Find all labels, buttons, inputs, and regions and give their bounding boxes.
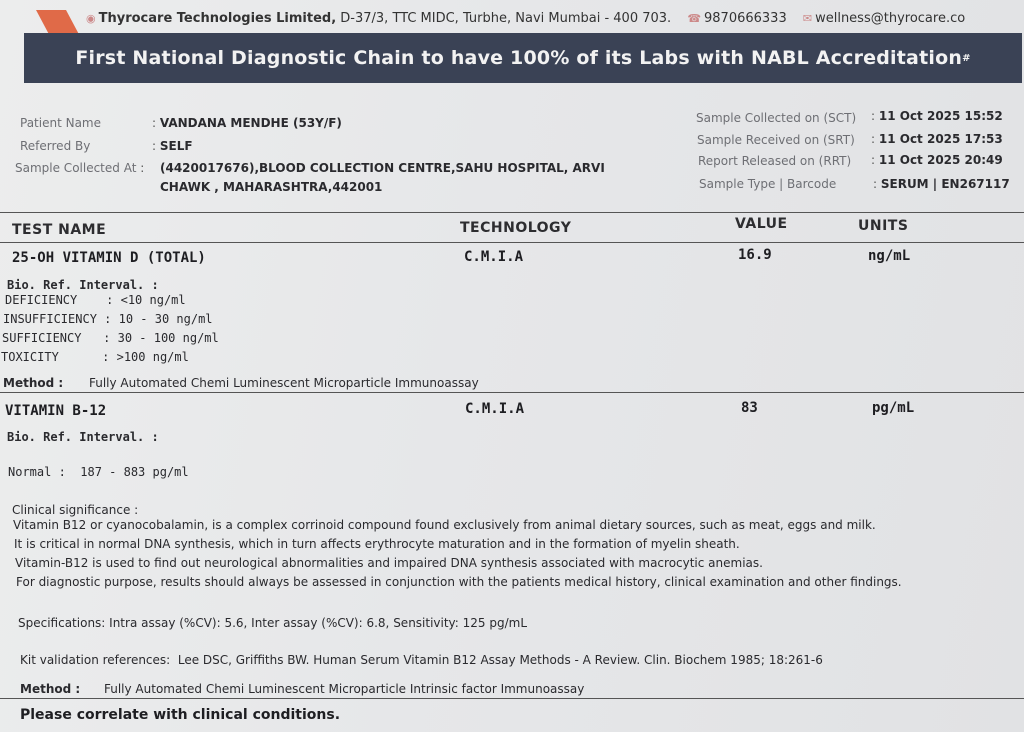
- header-bottom-rule: [0, 242, 1024, 243]
- test-technology: C.M.I.A: [465, 401, 525, 417]
- sct-label: Sample Collected on (SCT): [696, 111, 857, 125]
- mail-icon: ✉: [802, 12, 813, 25]
- clinical-line: It is critical in normal DNA synthesis, which in turn affects erythrocyte maturation and in the formation of myelin sheath.: [14, 537, 740, 551]
- collected-at-line2: CHAWK , MAHARASHTRA,442001: [160, 180, 383, 194]
- test-value: 83: [741, 400, 758, 416]
- normal-range: Normal : 187 - 883 pg/ml: [8, 465, 189, 479]
- ref-interval-title: Bio. Ref. Interval. :: [7, 430, 159, 444]
- banner-text: First National Diagnostic Chain to have 100% of its Labs with NABL Accreditation: [75, 47, 963, 69]
- srt-value: : 11 Oct 2025 17:53: [871, 132, 1003, 146]
- srt-label: Sample Received on (SRT): [697, 133, 855, 147]
- header-top-rule: [0, 212, 1024, 213]
- clinical-line: For diagnostic purpose, results should always be assessed in conjunction with the patients medical history, clinical examination and other findings.: [16, 575, 902, 589]
- letterhead: [86, 11, 965, 26]
- test-technology: C.M.I.A: [464, 249, 524, 265]
- method-label: Method :: [3, 376, 64, 390]
- company-phone: 9870666333: [704, 11, 787, 26]
- test-units: ng/mL: [868, 248, 911, 264]
- referred-by-label: Referred By: [20, 139, 91, 153]
- company-email: wellness@thyrocare.co: [815, 11, 966, 26]
- ref-line: INSUFFICIENCY : 10 - 30 ng/ml: [3, 312, 213, 326]
- method-text: Fully Automated Chemi Luminescent Microparticle Immunoassay: [89, 376, 479, 390]
- ref-line: DEFICIENCY : <10 ng/ml: [5, 293, 186, 307]
- ref-line: TOXICITY : >100 ng/ml: [1, 350, 189, 364]
- method-label: Method :: [20, 682, 81, 696]
- footer-note: Please correlate with clinical conditions.: [20, 707, 341, 723]
- col-units: UNITS: [858, 218, 909, 234]
- row-divider: [0, 392, 1024, 393]
- col-technology: TECHNOLOGY: [460, 220, 572, 236]
- test-name: VITAMIN B-12: [5, 403, 107, 419]
- whatsapp-icon: ☎: [687, 12, 702, 25]
- ref-line: SUFFICIENCY : 30 - 100 ng/ml: [2, 331, 219, 345]
- col-value: VALUE: [735, 216, 788, 232]
- banner-mark: #: [962, 52, 971, 64]
- test-value: 16.9: [738, 247, 772, 263]
- test-units: pg/mL: [872, 400, 915, 416]
- clinical-line: Vitamin-B12 is used to find out neurological abnormalities and impaired DNA synthesis associated with macrocytic anemias.: [15, 556, 763, 570]
- location-icon: ◉: [86, 12, 96, 25]
- company-address: D-37/3, TTC MIDC, Turbhe, Navi Mumbai - 400 703.: [340, 11, 672, 26]
- col-test-name: TEST NAME: [12, 222, 107, 238]
- rrt-value: : 11 Oct 2025 20:49: [871, 153, 1003, 167]
- clinical-significance-title: Clinical significance :: [12, 503, 139, 517]
- collected-at-line1: (4420017676),BLOOD COLLECTION CENTRE,SAHU HOSPITAL, ARVI: [160, 161, 605, 175]
- sample-type-label: Sample Type | Barcode: [699, 177, 837, 191]
- patient-name-label: Patient Name: [20, 116, 101, 130]
- sct-value: : 11 Oct 2025 15:52: [871, 109, 1003, 123]
- specifications: Specifications: Intra assay (%CV): 5.6, Inter assay (%CV): 6.8, Sensitivity: 125 pg/mL: [18, 616, 528, 630]
- company-name: Thyrocare Technologies Limited,: [98, 11, 337, 26]
- method-text: Fully Automated Chemi Luminescent Microparticle Intrinsic factor Immunoassay: [104, 682, 585, 696]
- ref-interval-title: Bio. Ref. Interval. :: [7, 278, 159, 292]
- test-name: 25-OH VITAMIN D (TOTAL): [12, 250, 206, 266]
- rrt-label: Report Released on (RRT): [698, 154, 852, 168]
- collected-at-label: Sample Collected At :: [15, 161, 145, 175]
- accreditation-banner: [24, 33, 1022, 83]
- clinical-line: Vitamin B12 or cyanocobalamin, is a complex corrinoid compound found exclusively from animal dietary sources, such as meat, eggs and milk.: [13, 518, 876, 532]
- patient-name: : VANDANA MENDHE (53Y/F): [152, 116, 342, 130]
- footer-rule: [0, 698, 1024, 699]
- sample-type-value: : SERUM | EN267117: [873, 177, 1010, 191]
- referred-by: : SELF: [152, 139, 193, 153]
- kit-validation: Kit validation references: Lee DSC, Griffiths BW. Human Serum Vitamin B12 Assay Methods - A Review. Clin. Biochem 1985; 18:261-6: [20, 653, 823, 667]
